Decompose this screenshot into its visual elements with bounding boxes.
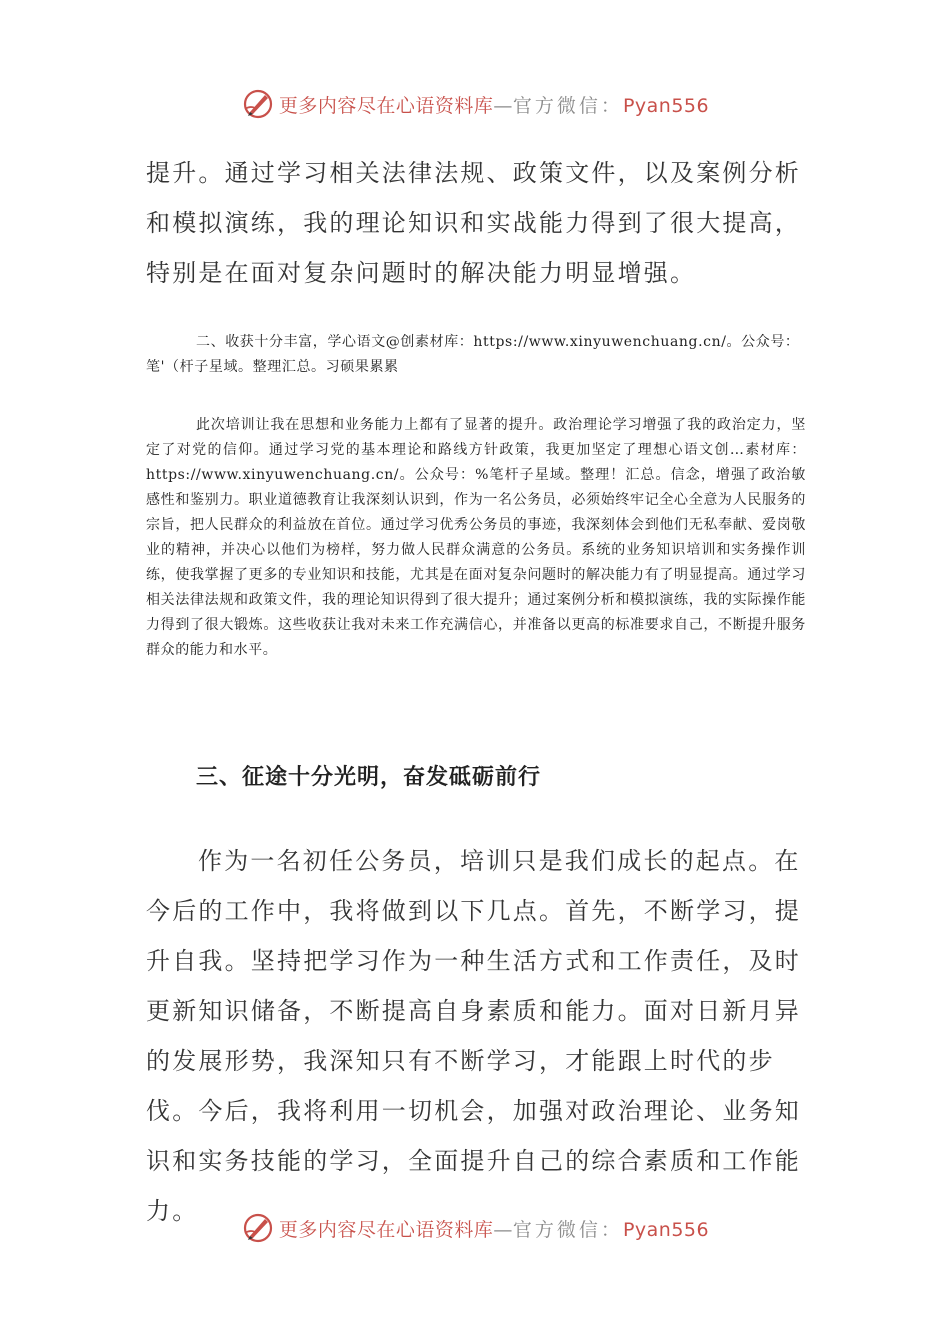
wechat-id: Pyan556 [622, 94, 710, 117]
pen-logo-icon [241, 87, 275, 121]
intro-paragraph: 提升。通过学习相关法律法规、政策文件，以及案例分析和模拟演练，我的理论知识和实战能力得到了很大提高，特别是在面对复杂问题时的解决能力明显增强。 [146, 159, 801, 287]
future-paragraph: 作为一名初任公务员，培训只是我们成长的起点。在今后的工作中，我将做到以下几点。首先，不断学习，提升自我。坚持把学习作为一种生活方式和工作责任，及时更新知识储备，不断提高自身素质和能力。面对日新月异的发展形势，我深知只有不断学习，才能跟上时代的步伐。今后，我将利用一切机会，加强对政治理论、业务知识和实务技能的学习，全面提升自己的综合素质和工作能力。 [146, 847, 801, 1225]
harvest-paragraph: 此次培训让我在思想和业务能力上都有了显著的提升。政治理论学习增强了我的政治定力，坚定了对党的信仰。通过学习党的基本理论和路线方针政策，我更加坚定了理想心语文创…素材库：https://www.xinyuwenchuang.cn/。公众号：%笔杆子星域。整理！汇总。信念，增强了政治敏感性和鉴别力。职业道德教育让我深刻认识到，作为一名公务员，必须始终牢记全心全意为人民服务的宗旨，把人民群众的利益放在首位。通过学习优秀公务员的事迹，我深刻体会到他们无私奉献、爱岗敬业的精神，并决心以他们为榜样，努力做人民群众满意的公务员。系统的业务知识培训和实务操作训练，使我掌握了更多的专业知识和技能，尤其是在面对复杂问题时的解决能力有了明显提高。通过学习相关法律法规和政策文件，我的理论知识得到了很大提升；通过案例分析和模拟演练，我的实际操作能力得到了很大锻炼。这些收获让我对未来工作充满信心，并准备以更高的标准要求自己，不断提升服务群众的能力和水平。 [146, 417, 806, 658]
wechat-id: Pyan556 [622, 1218, 710, 1241]
pen-logo-icon [241, 1211, 275, 1245]
banner-title: 更多内容尽在心语资料库 [278, 1218, 494, 1241]
section-two-heading: 二、收获十分丰富，学心语文@创素材库：https://www.xinyuwenchuang.cn/。公众号：笔'（杆子星域。整理汇总。习硕果累累 [146, 334, 800, 375]
wechat-label: 官方微信： [512, 1218, 623, 1241]
banner-dash: — [493, 94, 513, 117]
header-banner [0, 84, 950, 124]
wechat-label: 官方微信： [512, 94, 623, 117]
footer-banner [0, 1208, 950, 1248]
section-three-heading: 三、征途十分光明，奋发砥砺前行 [196, 765, 542, 790]
banner-title: 更多内容尽在心语资料库 [278, 94, 494, 117]
banner-dash: — [493, 1218, 513, 1241]
